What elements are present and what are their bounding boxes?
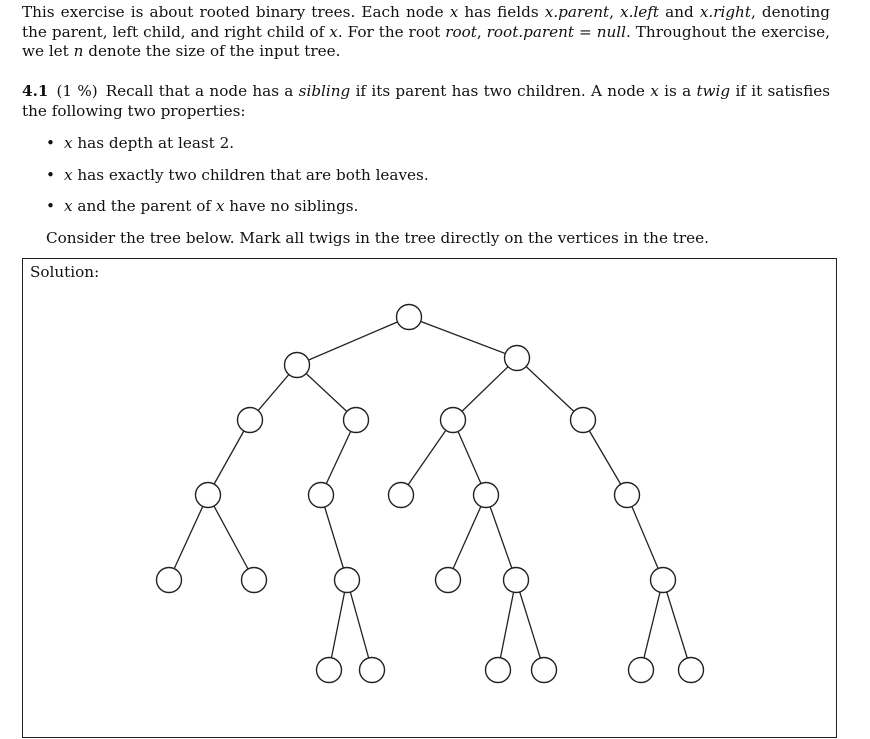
question-number: 4.1: [22, 82, 49, 100]
tree-edge: [453, 358, 517, 420]
tree-node[interactable]: [360, 658, 385, 683]
question-percent: (1 %): [56, 82, 98, 100]
binary-tree-diagram: [23, 259, 838, 739]
tree-edge: [401, 420, 453, 495]
tree-node[interactable]: [651, 568, 676, 593]
tree-edge: [448, 495, 486, 580]
tree-node[interactable]: [571, 408, 596, 433]
tree-edge: [321, 495, 347, 580]
tree-edge: [627, 495, 663, 580]
tree-node[interactable]: [615, 483, 640, 508]
tree-node[interactable]: [504, 568, 529, 593]
tree-edge: [517, 358, 583, 420]
tree-node[interactable]: [532, 658, 557, 683]
list-item: • x has exactly two children that are both leaves.: [46, 166, 429, 198]
tree-edge: [486, 495, 516, 580]
tree-node[interactable]: [436, 568, 461, 593]
tree-edge: [641, 580, 663, 670]
tree-node[interactable]: [474, 483, 499, 508]
tree-edge: [409, 317, 517, 358]
tree-node[interactable]: [317, 658, 342, 683]
tree-node[interactable]: [505, 346, 530, 371]
tree-node[interactable]: [285, 353, 310, 378]
tree-node[interactable]: [309, 483, 334, 508]
tree-node[interactable]: [242, 568, 267, 593]
tree-node[interactable]: [196, 483, 221, 508]
tree-node[interactable]: [397, 305, 422, 330]
list-item: • x and the parent of x have no siblings.: [46, 197, 429, 229]
tree-edge: [297, 317, 409, 365]
tree-edge: [498, 580, 516, 670]
instruction-text: Consider the tree below. Mark all twigs in the tree directly on the vertices in the tree.: [46, 229, 709, 247]
tree-edge: [663, 580, 691, 670]
tree-node[interactable]: [389, 483, 414, 508]
tree-node[interactable]: [679, 658, 704, 683]
tree-edge: [208, 495, 254, 580]
tree-edge: [329, 580, 347, 670]
twig-properties-list: [46, 134, 429, 229]
tree-node[interactable]: [441, 408, 466, 433]
tree-node[interactable]: [335, 568, 360, 593]
tree-node[interactable]: [157, 568, 182, 593]
list-item: • x has depth at least 2.: [46, 134, 429, 166]
tree-node[interactable]: [486, 658, 511, 683]
intro-paragraph: This exercise is about rooted binary trees. Each node x has fields x.parent, x.left and x.right, denoting the parent, left child, and right child of x. For the root root, root.parent = null. Throughout the exercise, we let n denote the size of the input tree.: [22, 3, 831, 60]
tree-node[interactable]: [629, 658, 654, 683]
solution-box: [22, 258, 837, 738]
tree-node[interactable]: [238, 408, 263, 433]
tree-edge: [347, 580, 372, 670]
solution-label: Solution:: [30, 263, 100, 281]
tree-edge: [516, 580, 544, 670]
question-4-1: 4.1 (1 %) Recall that a node has a sibling if its parent has two children. A node x is a twig if it satisfies the following two properties:: [22, 82, 831, 120]
tree-edge: [169, 495, 208, 580]
tree-node[interactable]: [344, 408, 369, 433]
